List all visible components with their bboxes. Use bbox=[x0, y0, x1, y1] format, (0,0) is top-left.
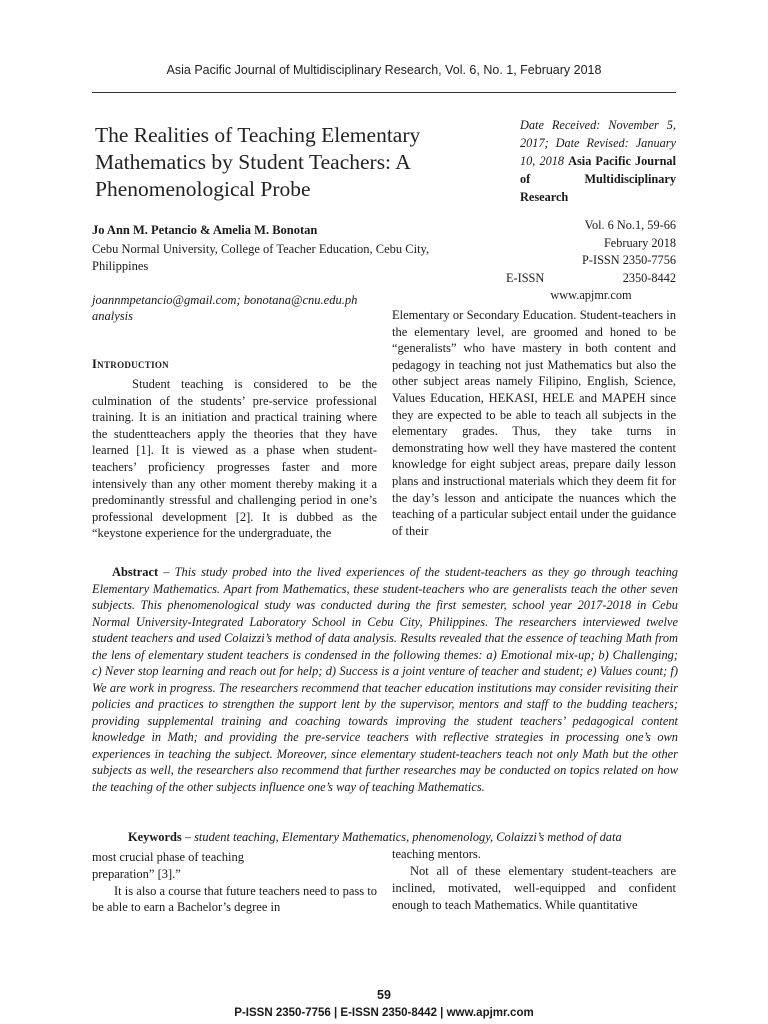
publication-date: February 2018 bbox=[603, 235, 676, 250]
page-number: 59 bbox=[377, 988, 391, 1002]
affiliation bbox=[92, 241, 452, 275]
date-info bbox=[520, 116, 676, 206]
lower-right-paragraph: Not all of these elementary student-teachers are inclined, motivated, well-equipped and confident enough to teach Mathematics. While quantitative bbox=[392, 864, 676, 912]
email-trailing-text: analysis bbox=[92, 309, 133, 323]
journal-name: Asia Pacific Journal of Multidisciplinary Research bbox=[520, 154, 676, 204]
intro-right-paragraph: Elementary or Secondary Education. Student-teachers in the elementary level, are groomed and honed to be “generalists” who have mastery in both content and pedagogy in teaching not just Mathematics but also the other subject areas namely Filipino, English, Science, Values Education, HEKASI, HELE and MAPEH since they are expected to be able to teach all subjects in the elementary grades. Thus, they take turns in demonstrating how well they have mastered the content knowledge for eight subject areas, prepare daily lesson plans and instructional materials which they deem fit for the day’s lesson and anticipate the nuances which the teaching of a particular subject entail under the guidance of their bbox=[392, 308, 676, 538]
lower-left-line-2: preparation” [3].” bbox=[92, 866, 181, 881]
header-divider bbox=[92, 92, 676, 93]
date-received: Date Received: November 5, 2017; Date Revised: January 10, 2018 bbox=[520, 118, 676, 168]
lower-right-line-1: teaching mentors. bbox=[392, 847, 481, 861]
eissn-label: E-ISSN bbox=[506, 270, 545, 285]
pissn: P-ISSN 2350-7756 bbox=[582, 253, 676, 267]
author-emails bbox=[92, 292, 392, 324]
keywords-label: Keywords bbox=[128, 830, 182, 844]
intro-right-column bbox=[392, 307, 676, 559]
journal-website[interactable]: www.apjmr.com bbox=[550, 288, 632, 302]
lower-left-paragraph: It is also a course that future teachers need to pass to be able to earn a Bachelor’s degree in bbox=[92, 883, 377, 915]
lower-left-line-1: most crucial phase of teaching bbox=[92, 850, 245, 864]
lower-right-column bbox=[392, 846, 676, 914]
authors: Jo Ann M. Petancio & Amelia M. Bonotan bbox=[92, 223, 318, 237]
affiliation-line-2: Philippines bbox=[92, 259, 149, 273]
eissn-value: 2350-8442 bbox=[622, 270, 676, 285]
intro-left-paragraph: Student teaching is considered to be the culmination of the students’ pre-service professional training. It is an initiation and practical training where the studentteachers apply the theories that they have learned [1]. It is viewed as a phase when student-teachers’ proficiency progresses faster and more intensively than any other moment thereby making it a predominantly stressful and challenging period in one’s professional development [2]. It is dubbed as the “keystone experience for the undergraduate, the bbox=[92, 377, 377, 541]
introduction-heading: Introduction bbox=[92, 357, 169, 371]
publication-meta bbox=[506, 217, 676, 305]
volume-info: Vol. 6 No.1, 59-66 bbox=[584, 218, 676, 232]
abstract-block bbox=[92, 564, 678, 795]
page-footer: P-ISSN 2350-7756 | E-ISSN 2350-8442 | www.apjmr.com bbox=[234, 1007, 534, 1019]
article-title: The Realities of Teaching Elementary Mathematics by Student Teachers: A Phenomenological Probe bbox=[95, 123, 421, 201]
eissn bbox=[506, 270, 676, 288]
abstract-label: Abstract bbox=[112, 565, 159, 579]
journal-header: Asia Pacific Journal of Multidisciplinary Research, Vol. 6, No. 1, February 2018 bbox=[166, 63, 602, 77]
intro-left-column bbox=[92, 376, 377, 559]
affiliation-line-1: Cebu Normal University, College of Teacher Education, Cebu City, bbox=[92, 242, 430, 256]
lower-left-column bbox=[92, 849, 377, 916]
abstract-text: – This study probed into the lived experiences of the student-teachers as they go through teaching Elementary Mathematics. Apart from Mathematics, these student-teachers who are generalists teach the other seven subjects. This phenomenological study was conducted during the first semester, school year 2017-2018 in Cebu Normal University-Integrated Laboratory School in Cebu City, Philippines. The researchers interviewed twelve student teachers and used Colaizzi’s method of data analysis. Results revealed that the essence of teaching Math from the lens of elementary student teachers is condensed in the following themes: a) Emotional mix-up; b) Challenging; c) Never stop learning and reach out for help; d) Success is a joint venture of teacher and student; e) Values count; f) We are work in progress. The researchers recommend that teacher education institutions may consider revisiting their policies and practices to strengthen the support lent by the supervisor, mentors and staff to the budding teachers; providing supplemental training and coaching towards improving the student teachers’ pedagogical content knowledge in Math; and providing the pre-service teachers with reflective strategies in processing one’s own experiences in teaching the subject. Moreover, since elementary student-teachers teach not only Math but the other subjects as well, the researchers also recommend that further researches may be conducted on topics related on how the teaching of the other subjects influence one’s way of teaching Mathematics. bbox=[92, 565, 678, 794]
keywords-text: – student teaching, Elementary Mathematics, phenomenology, Colaizzi’s method of data bbox=[184, 830, 622, 844]
keywords-block bbox=[92, 829, 678, 846]
email-addresses[interactable]: joannmpetancio@gmail.com; bonotana@cnu.edu.ph bbox=[92, 293, 358, 307]
